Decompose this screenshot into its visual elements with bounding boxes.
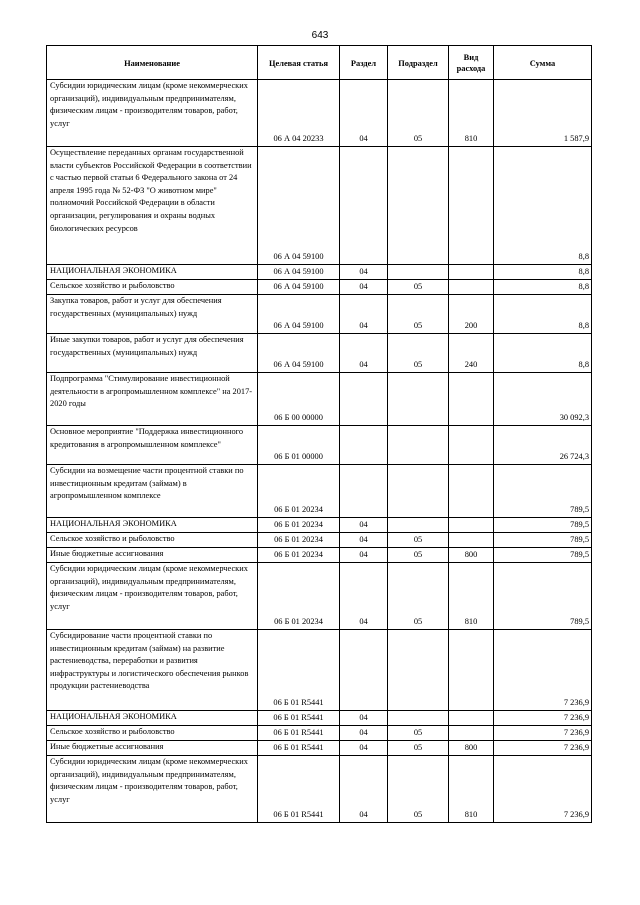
cell-name-text: Иные бюджетные ассигнования <box>50 549 164 558</box>
cell-name-text: Основное мероприятие "Поддержка инвестиционного кредитования в агропромышленном комплексе" <box>50 427 244 449</box>
cell-name-text: НАЦИОНАЛЬНАЯ ЭКОНОМИКА <box>50 266 177 275</box>
table-row <box>47 726 592 741</box>
cell-code: 06 А 04 59100 <box>258 280 340 295</box>
cell-code: 06 Б 01 20234 <box>258 563 340 630</box>
cell-section <box>340 465 388 518</box>
cell-section: 04 <box>340 80 388 147</box>
cell-section: 04 <box>340 334 388 373</box>
cell-section: 04 <box>340 280 388 295</box>
cell-name-text: Сельское хозяйство и рыболовство <box>50 281 175 290</box>
column-header-type: Вид расхода <box>449 46 494 80</box>
cell-code: 06 Б 01 R5441 <box>258 741 340 756</box>
cell-type <box>449 711 494 726</box>
cell-section: 04 <box>340 518 388 533</box>
cell-type <box>449 518 494 533</box>
cell-code: 06 А 04 20233 <box>258 80 340 147</box>
cell-subsection: 05 <box>388 563 449 630</box>
cell-subsection: 05 <box>388 80 449 147</box>
cell-subsection: 05 <box>388 533 449 548</box>
cell-name <box>47 465 258 518</box>
cell-sum: 1 587,9 <box>494 80 592 147</box>
cell-sum: 789,5 <box>494 465 592 518</box>
cell-code: 06 А 04 59100 <box>258 265 340 280</box>
cell-type: 810 <box>449 80 494 147</box>
cell-type <box>449 630 494 711</box>
cell-code: 06 Б 01 R5441 <box>258 630 340 711</box>
cell-subsection: 05 <box>388 295 449 334</box>
cell-name <box>47 147 258 265</box>
cell-type <box>449 280 494 295</box>
cell-name-text: Подпрограмма "Стимулирование инвестиционной деятельности в агропромышленном комплексе" на 2017-2020 годы <box>50 374 253 409</box>
cell-code: 06 Б 01 00000 <box>258 426 340 465</box>
table-row <box>47 373 592 426</box>
cell-sum: 8,8 <box>494 295 592 334</box>
cell-name-text: Субсидии юридическим лицам (кроме некоммерческих организаций), индивидуальным предпринимателям, физическим лицам - производителям товаров, работ, услуг <box>50 81 248 128</box>
column-header-code: Целевая статья <box>258 46 340 80</box>
cell-name-text: Осуществление переданных органам государственной власти субъектов Российской Федерации в соответствии с частью первой статьи 6 Федерального закона от 24 апреля 1995 года № 52-ФЗ "О животном мире" полномочий Российской Федерации в области организации, регулирования и охраны водных биологических ресурсов <box>50 148 252 233</box>
cell-code: 06 Б 01 R5441 <box>258 756 340 823</box>
cell-name <box>47 426 258 465</box>
cell-sum: 26 724,3 <box>494 426 592 465</box>
table-row <box>47 80 592 147</box>
cell-subsection <box>388 711 449 726</box>
cell-subsection <box>388 373 449 426</box>
cell-section <box>340 630 388 711</box>
cell-type: 810 <box>449 563 494 630</box>
cell-section: 04 <box>340 533 388 548</box>
cell-subsection <box>388 465 449 518</box>
cell-name-text: Сельское хозяйство и рыболовство <box>50 727 175 736</box>
cell-sum: 789,5 <box>494 518 592 533</box>
cell-sum: 8,8 <box>494 265 592 280</box>
cell-name-text: НАЦИОНАЛЬНАЯ ЭКОНОМИКА <box>50 712 177 721</box>
cell-code: 06 Б 01 20234 <box>258 533 340 548</box>
cell-name <box>47 711 258 726</box>
cell-subsection: 05 <box>388 726 449 741</box>
cell-subsection <box>388 265 449 280</box>
table-row <box>47 630 592 711</box>
cell-name-text: НАЦИОНАЛЬНАЯ ЭКОНОМИКА <box>50 519 177 528</box>
cell-subsection <box>388 147 449 265</box>
cell-sum: 8,8 <box>494 147 592 265</box>
cell-section <box>340 426 388 465</box>
cell-sum: 7 236,9 <box>494 711 592 726</box>
cell-name-text: Субсидирование части процентной ставки по инвестиционным кредитам (займам) на развитие растениеводства, переработки и развития инфраструктуры и логистического обеспечения рынков продукции растениеводства <box>50 631 249 691</box>
table-row <box>47 548 592 563</box>
cell-name-text: Субсидии на возмещение части процентной ставки по инвестиционным кредитам (займам) в агропромышленном комплексе <box>50 466 244 501</box>
budget-table <box>46 45 592 823</box>
cell-subsection: 05 <box>388 280 449 295</box>
cell-type: 810 <box>449 756 494 823</box>
cell-section: 04 <box>340 548 388 563</box>
cell-sum: 789,5 <box>494 548 592 563</box>
cell-section <box>340 373 388 426</box>
cell-name <box>47 533 258 548</box>
table-row <box>47 265 592 280</box>
cell-name <box>47 548 258 563</box>
cell-section <box>340 147 388 265</box>
cell-name <box>47 563 258 630</box>
cell-code: 06 А 04 59100 <box>258 334 340 373</box>
cell-section: 04 <box>340 726 388 741</box>
cell-name <box>47 280 258 295</box>
cell-subsection: 05 <box>388 741 449 756</box>
cell-code: 06 Б 01 20234 <box>258 518 340 533</box>
table-row <box>47 563 592 630</box>
cell-subsection: 05 <box>388 334 449 373</box>
cell-name <box>47 80 258 147</box>
table-row <box>47 295 592 334</box>
column-header-sum: Сумма <box>494 46 592 80</box>
cell-name-text: Субсидии юридическим лицам (кроме некоммерческих организаций), индивидуальным предпринимателям, физическим лицам - производителям товаров, работ, услуг <box>50 757 248 804</box>
cell-subsection <box>388 518 449 533</box>
cell-sum: 8,8 <box>494 334 592 373</box>
table-row <box>47 426 592 465</box>
cell-section: 04 <box>340 265 388 280</box>
cell-code: 06 А 04 59100 <box>258 147 340 265</box>
cell-section: 04 <box>340 563 388 630</box>
cell-section: 04 <box>340 711 388 726</box>
cell-name <box>47 373 258 426</box>
cell-type <box>449 726 494 741</box>
cell-name <box>47 756 258 823</box>
column-header-section: Раздел <box>340 46 388 80</box>
table-row <box>47 711 592 726</box>
cell-code: 06 Б 00 00000 <box>258 373 340 426</box>
cell-sum: 8,8 <box>494 280 592 295</box>
table-row <box>47 147 592 265</box>
cell-code: 06 Б 01 R5441 <box>258 711 340 726</box>
table-row <box>47 280 592 295</box>
cell-name-text: Иные закупки товаров, работ и услуг для обеспечения государственных (муниципальных) нужд <box>50 335 244 357</box>
cell-type <box>449 373 494 426</box>
column-header-name: Наименование <box>47 46 258 80</box>
cell-name <box>47 334 258 373</box>
cell-type <box>449 265 494 280</box>
cell-name-text: Закупка товаров, работ и услуг для обеспечения государственных (муниципальных) нужд <box>50 296 222 318</box>
cell-type: 200 <box>449 295 494 334</box>
cell-type <box>449 426 494 465</box>
cell-name-text: Субсидии юридическим лицам (кроме некоммерческих организаций), индивидуальным предпринимателям, физическим лицам - производителям товаров, работ, услуг <box>50 564 248 611</box>
page-number: 643 <box>311 30 329 41</box>
cell-subsection <box>388 630 449 711</box>
cell-code: 06 Б 01 20234 <box>258 548 340 563</box>
cell-sum: 7 236,9 <box>494 756 592 823</box>
table-row <box>47 465 592 518</box>
cell-sum: 7 236,9 <box>494 630 592 711</box>
cell-type <box>449 147 494 265</box>
table-header-row <box>47 46 592 80</box>
table-row <box>47 334 592 373</box>
cell-type <box>449 465 494 518</box>
table-row <box>47 756 592 823</box>
cell-sum: 7 236,9 <box>494 726 592 741</box>
cell-subsection: 05 <box>388 548 449 563</box>
cell-name <box>47 630 258 711</box>
cell-sum: 30 092,3 <box>494 373 592 426</box>
cell-type <box>449 533 494 548</box>
cell-name-text: Сельское хозяйство и рыболовство <box>50 534 175 543</box>
cell-type: 240 <box>449 334 494 373</box>
cell-name <box>47 518 258 533</box>
cell-name <box>47 265 258 280</box>
cell-code: 06 А 04 59100 <box>258 295 340 334</box>
cell-sum: 789,5 <box>494 563 592 630</box>
cell-name <box>47 741 258 756</box>
cell-sum: 789,5 <box>494 533 592 548</box>
cell-subsection <box>388 426 449 465</box>
column-header-subsection: Подраздел <box>388 46 449 80</box>
table-row <box>47 518 592 533</box>
table-row <box>47 741 592 756</box>
cell-section: 04 <box>340 756 388 823</box>
cell-sum: 7 236,9 <box>494 741 592 756</box>
cell-section: 04 <box>340 741 388 756</box>
cell-code: 06 Б 01 R5441 <box>258 726 340 741</box>
cell-section: 04 <box>340 295 388 334</box>
cell-name <box>47 295 258 334</box>
cell-type: 800 <box>449 741 494 756</box>
table-row <box>47 533 592 548</box>
cell-type: 800 <box>449 548 494 563</box>
cell-subsection: 05 <box>388 756 449 823</box>
cell-name <box>47 726 258 741</box>
cell-name-text: Иные бюджетные ассигнования <box>50 742 164 751</box>
cell-code: 06 Б 01 20234 <box>258 465 340 518</box>
